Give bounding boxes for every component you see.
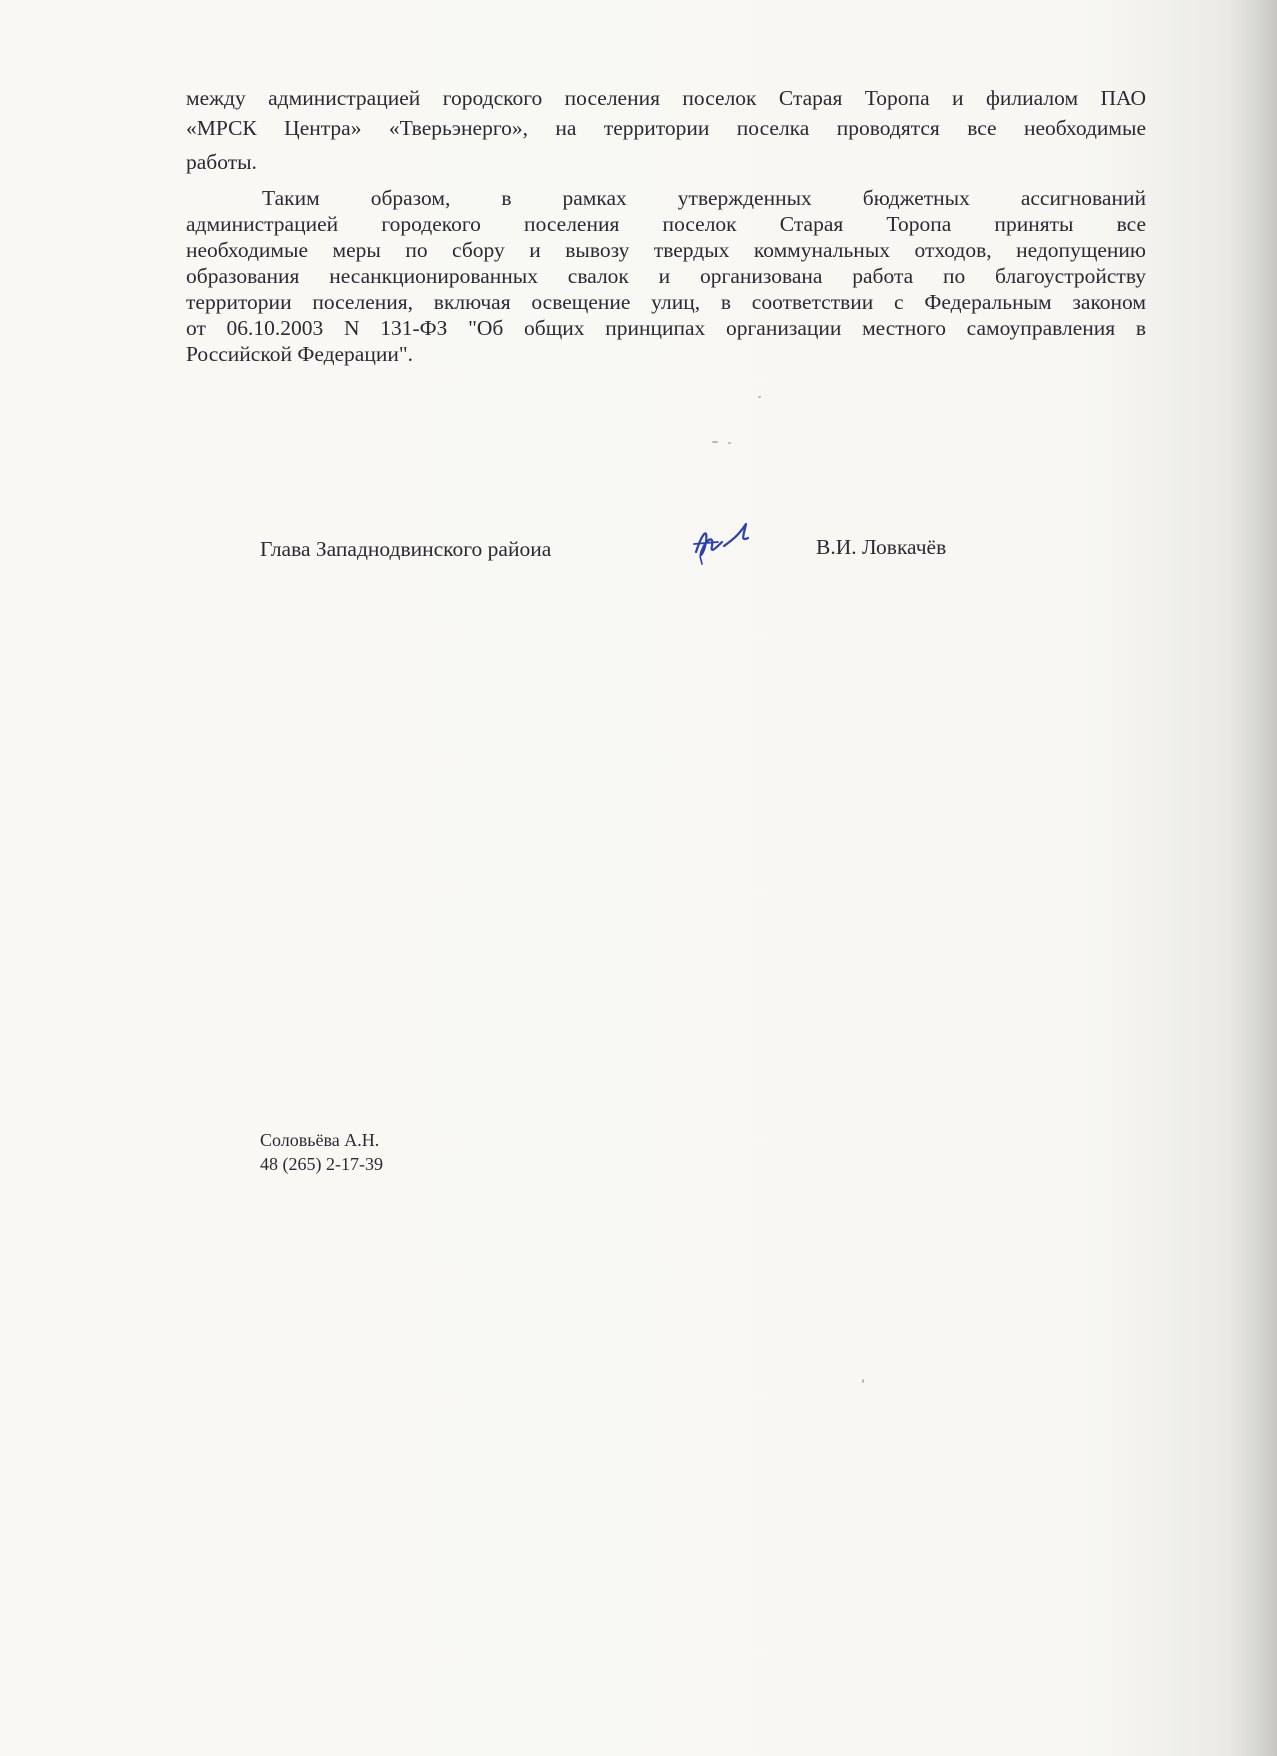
paragraph-line: необходимые меры по сбору и вывозу твердых коммунальных отходов, недопущению — [186, 238, 1146, 262]
handwritten-signature — [688, 512, 758, 568]
scan-speck — [728, 442, 731, 444]
executor-phone: 48 (265) 2-17-39 — [260, 1154, 383, 1174]
signatory-name: В.И. Ловкачёв — [816, 535, 947, 559]
executor-block — [260, 1128, 383, 1176]
paragraph-line: территории поселения, включая освещение улиц, в соответствии с Федеральным законом — [186, 290, 1146, 314]
signatory-position: Глава Западнодвинского райоиа — [260, 537, 552, 561]
scan-speck — [758, 396, 761, 398]
paragraph-line: между администрацией городского поселения поселок Старая Торопа и филиалом ПАО — [186, 86, 1146, 110]
paragraph-continuation — [186, 86, 1146, 174]
paragraph-conclusion — [186, 186, 1146, 368]
paragraph-line: образования несанкционированных свалок и организована работа по благоустройству — [186, 264, 1146, 288]
paragraph-line: «МРСК Центра» «Тверьэнерго», на территории поселка проводятся все необходимые — [186, 116, 1146, 140]
executor-name: Соловьёва А.Н. — [260, 1130, 380, 1150]
paragraph-line: администрацией городекого поселения поселок Старая Торопа приняты все — [186, 212, 1146, 236]
paragraph-line: Таким образом, в рамках утвержденных бюджетных ассигнований — [262, 186, 1146, 210]
paragraph-line: Российской Федерации". — [186, 342, 414, 366]
paragraph-line: от 06.10.2003 N 131-ФЗ "Об общих принципах организации местного самоуправления в — [186, 316, 1146, 340]
scan-speck — [712, 441, 718, 443]
paragraph-line: работы. — [186, 150, 257, 174]
scan-speck — [862, 1379, 864, 1383]
page-edge-shadow — [1229, 0, 1277, 1756]
